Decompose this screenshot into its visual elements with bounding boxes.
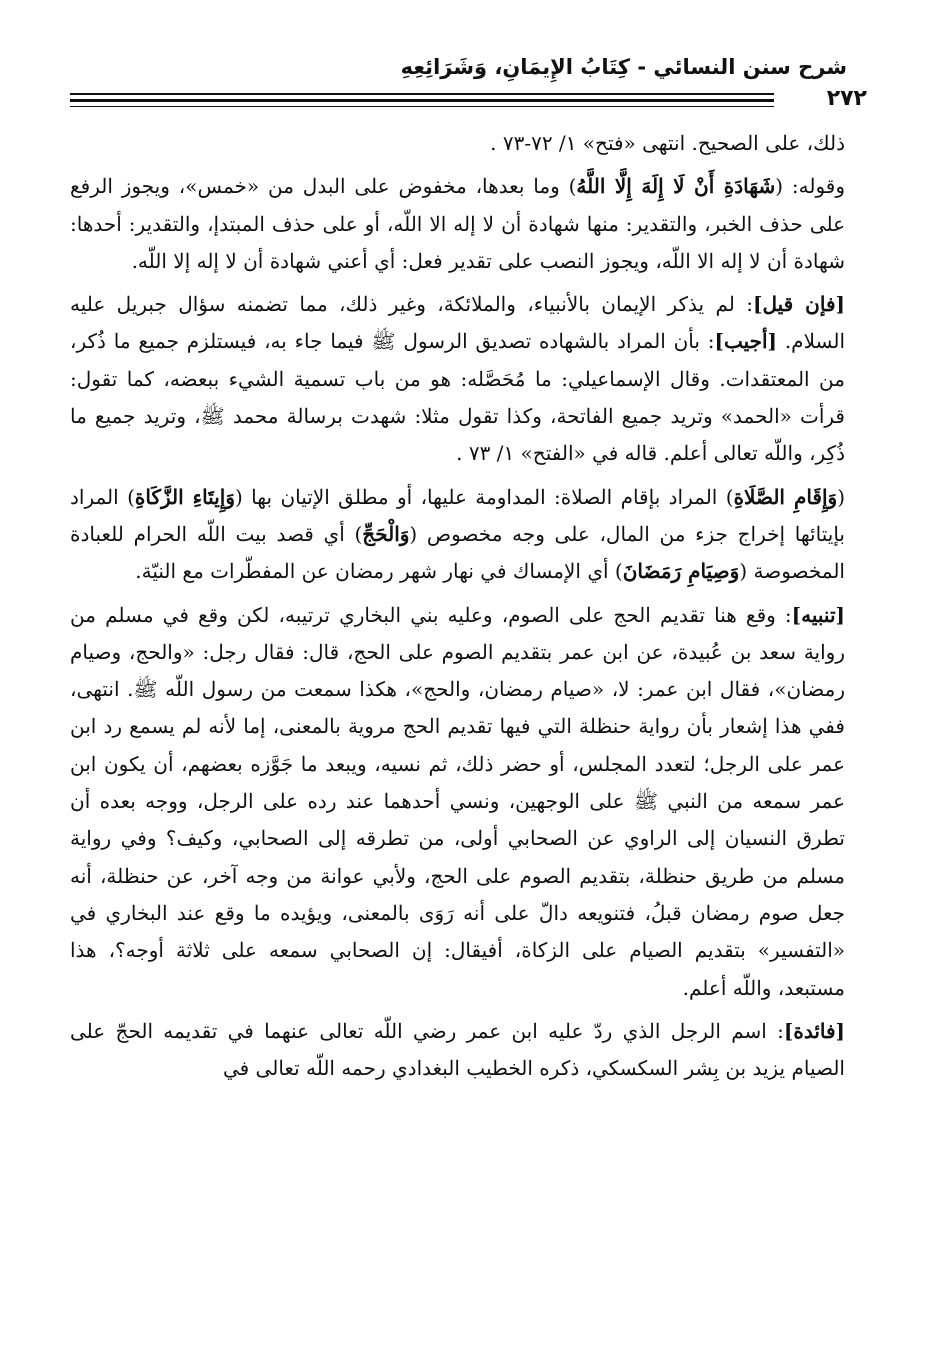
emphasis-text: [تنبيه]: [791, 602, 845, 627]
emphasis-text: [أجيب]: [714, 329, 778, 354]
paragraph-text: : بأن المراد بالشهاده تصديق الرسول ﷺ فيما جاء به، فيستلزم جميع ما ذُكر، من المعتقدات. وقال الإسماعيلي: ما مُحَصَّله: هو من باب تسمية الشيء ببعضه، كما تقول: قرأت «الحمد» وتريد جميع الفاتحة، وكذا تقول مثلا: شهدت برسالة محمد ﷺ، وتريد جميع ما ذُكِر، واللّه تعالى أعلم. قاله في «الفتح» ١/ ٧٣ .: [70, 329, 845, 466]
emphasis-text: وَإِيتَاءِ الزَّكَاةِ: [134, 484, 235, 509]
paragraph-text: ) أي الإمساك في نهار شهر رمضان عن المفطّرات مع النيّة.: [135, 559, 623, 584]
paragraph-text: وقوله: (: [775, 174, 845, 199]
paragraph-text: ) أي قصد بيت اللّه الحرام للعبادة المخصوصة (: [70, 521, 845, 584]
header-rule: [70, 93, 774, 95]
paragraph-text: ) المراد بإقام الصلاة: المداومة عليها، أو مطلق الإتيان بها (: [235, 484, 734, 509]
body-paragraph: [70, 1013, 845, 1088]
header-rule: [70, 99, 774, 102]
emphasis-text: وَالْحَجِّ: [362, 521, 410, 546]
body-paragraph: [70, 479, 845, 591]
body-paragraph: [70, 597, 845, 1007]
paragraph-text: : وقع هنا تقديم الحج على الصوم، وعليه بني البخاري ترتيبه، لكن وقع في مسلم من رواية سعد بن عُبيدة، عن ابن عمر بتقديم الصوم على الحج، قال: فقال رجل: «والحج، وصيام رمضان»، فقال ابن عمر: لا، «صيام رمضان، والحج»، هكذا سمعت من رسول اللّه ﷺ. انتهى، ففي هذا إشعار بأن رواية حنظلة التي فيها تقديم الحج مروية بالمعنى، إما لأنه لم يسمع رد ابن عمر على الرجل؛ لتعدد المجلس، أو حضر ذلك، ثم نسيه، ويبعد ما جَوَّزه بعضهم، أن يكون ابن عمر سمعه من النبي ﷺ على الوجهين، ونسي أحدهما عند رده على الرجل، ووجه بعده أن تطرق النسيان إلى الراوي عن الصحابي أولى، من تطرقه إلى الصحابي، وكيف؟ وفي رواية مسلم من طريق حنظلة، بتقديم الصوم على الحج، ولأبي عوانة من وجه آخر، عن حنظلة، أنه جعل صوم رمضان قبلُ، فتنويعه دالّ على أنه رَوَى بالمعنى، ويؤيده ما وقع عند البخاري في «التفسير» بتقديم الصيام على الزكاة، أفيقال: إن الصحابي سمعه على ثلاثة أوجه؟، هذا مستبعد، واللّه أعلم.: [70, 602, 845, 1000]
page-number: ٢٧٢: [826, 86, 867, 111]
header-rule: [70, 106, 774, 107]
body-paragraph: [70, 286, 845, 472]
emphasis-text: وَإِقَامِ الصَّلَاةِ: [733, 484, 838, 509]
emphasis-text: [فإن قيل]: [753, 292, 845, 317]
paragraph-text: ذلك، على الصحيح. انتهى «فتح» ١/ ٧٢-٧٣ .: [490, 131, 845, 155]
paragraph-text: ) المراد بإيتائها إخراج جزء من المال، على وجه مخصوص (: [70, 484, 845, 546]
emphasis-text: [فائدة]: [783, 1018, 845, 1043]
running-head-title: شرح سنن النسائي - كِتَابُ الإِيمَانِ، وَشَرَائِعِهِ: [400, 55, 847, 79]
emphasis-text: شَهَادَةِ أَنْ لَا إِلَهَ إِلَّا اللَّهُ: [576, 174, 776, 199]
paragraph-text: ) وما بعدها، مخفوض على البدل من «خمس»، ويجوز الرفع على حذف الخبر، والتقدير: منها شهادة أن لا إله الا اللّه، أو على حذف المبتدإ، والتقدير: أحدها: شهادة أن لا إله الا اللّه، ويجوز النصب على تقدير فعل: أي أعني شهادة أن لا إله إلا اللّه.: [70, 174, 845, 273]
body-paragraph: [70, 168, 845, 280]
body-text: [70, 125, 845, 1087]
paragraph-text: : لم يذكر الإيمان بالأنبياء، والملائكة، وغير ذلك، مما تضمنه سؤال جبريل عليه السلام.: [70, 292, 845, 354]
paragraph-text: (: [837, 484, 846, 509]
body-paragraph: [70, 125, 845, 162]
paragraph-text: : اسم الرجل الذي ردّ عليه ابن عمر رضي اللّه تعالى عنهما في تقديمه الحجّ على الصيام يزيد بن بِشر السكسكي، ذكره الخطيب البغدادي رحمه اللّه تعالى في: [70, 1018, 845, 1081]
emphasis-text: وَصِيَامِ رَمَضَانَ: [622, 559, 740, 584]
